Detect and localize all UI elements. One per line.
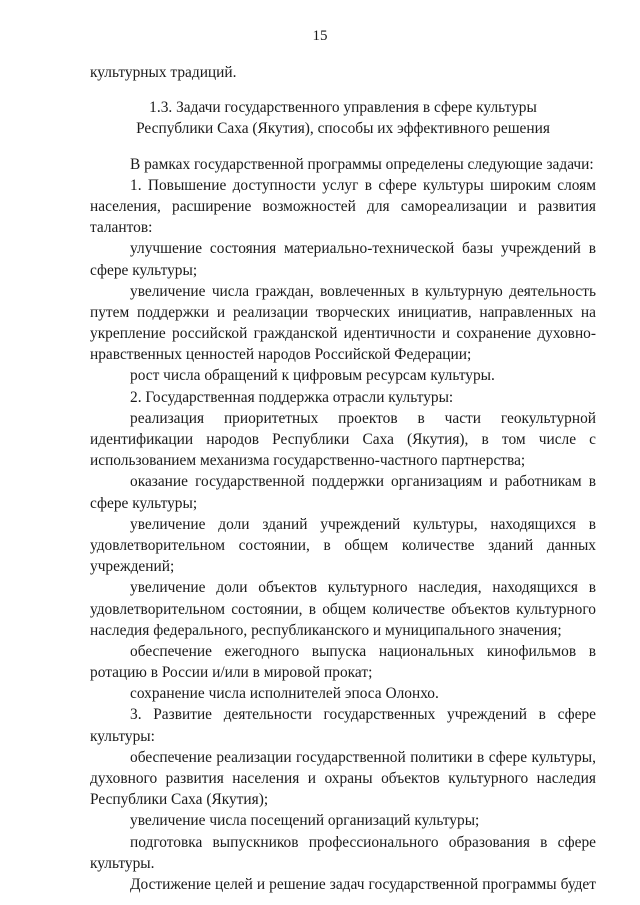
- text-line: духовного развития населения и охраны объектов культурного наследия: [90, 770, 596, 787]
- document-body: [90, 62, 596, 895]
- text-line: сфере культуры;: [90, 261, 198, 279]
- text-line: рост числа обращений к цифровым ресурсам культуры.: [130, 367, 495, 385]
- paragraph: [90, 747, 596, 811]
- paragraph: [90, 641, 596, 683]
- section-heading: [90, 97, 596, 139]
- paragraph: [90, 704, 596, 746]
- page-number: 15: [312, 28, 328, 44]
- text-line: обеспечение ежегодного выпуска национальных кинофильмов в: [130, 642, 596, 660]
- text-line: увеличение числа посещений организаций культуры;: [130, 812, 480, 830]
- text-line: культурных традиций.: [90, 64, 237, 81]
- paragraph: [90, 810, 596, 831]
- text-line: культуры:: [90, 727, 155, 745]
- text-line: ротацию в России и/или в мировой прокат;: [90, 664, 373, 682]
- paragraph: [90, 408, 596, 472]
- text-line: идентификации народов Республики Саха (Якутия), в том числе с: [90, 431, 596, 448]
- paragraph-list: [90, 154, 596, 896]
- paragraph: [90, 471, 596, 513]
- text-line: подготовка выпускников профессионального образования в сфере: [130, 833, 596, 851]
- paragraph: [90, 238, 596, 280]
- paragraph: [90, 387, 596, 408]
- paragraph: [90, 154, 596, 175]
- text-line: культуры.: [90, 854, 155, 872]
- text-line: удовлетворительном состоянии, в общем количестве объектов культурного: [90, 600, 596, 618]
- text-line: наследия федерального, республиканского и муниципального значения;: [90, 621, 562, 639]
- text-line: Республики Саха (Якутия);: [90, 791, 269, 809]
- text-line: Достижение целей и решение задач государственной программы будет: [130, 875, 596, 893]
- text-line: сохранение числа исполнителей эпоса Олонхо.: [130, 685, 439, 703]
- text-line: талантов:: [90, 219, 153, 237]
- text-line: 2. Государственная поддержка отрасли культуры:: [130, 388, 454, 406]
- text-line: увеличение доли зданий учреждений культуры, находящихся в: [130, 515, 596, 533]
- paragraph: [90, 514, 596, 578]
- text-line: 3. Развитие деятельности государственных учреждений в сфере: [130, 706, 596, 724]
- paragraph: [90, 874, 596, 895]
- text-line: путем поддержки и реализации творческих инициатив, направленных на: [90, 303, 596, 321]
- text-line: 1. Повышение доступности услуг в сфере культуры широким слоям: [130, 176, 596, 194]
- text-line: использованием механизма государственно-частного партнерства;: [90, 452, 526, 470]
- text-line: обеспечение реализации государственной политики в сфере культуры,: [130, 748, 596, 766]
- text-line: увеличение доли объектов культурного наследия, находящихся в: [130, 579, 596, 597]
- text-line: сфере культуры;: [90, 494, 198, 512]
- text-line: улучшение состояния материально-технической базы учреждений в: [130, 240, 596, 258]
- paragraph: [90, 832, 596, 874]
- paragraph: [90, 683, 596, 704]
- section-heading-line: 1.3. Задачи государственного управления в сфере культуры: [149, 99, 537, 117]
- text-line: нравственных ценностей народов Российской Федерации;: [90, 346, 472, 364]
- text-line: укрепление российской гражданской идентичности и сохранение духовно-: [90, 325, 596, 343]
- text-line: В рамках государственной программы определены следующие задачи:: [130, 155, 594, 173]
- text-line: оказание государственной поддержки организациям и работникам в: [130, 473, 596, 491]
- paragraph: [90, 365, 596, 386]
- text-line: удовлетворительном состоянии, в общем количестве зданий данных: [90, 536, 596, 554]
- paragraph: [90, 577, 596, 641]
- text-line: увеличение числа граждан, вовлеченных в культурную деятельность: [130, 282, 596, 300]
- section-heading-line: Республики Саха (Якутия), способы их эффективного решения: [136, 120, 550, 138]
- paragraph: [90, 281, 596, 366]
- text-line: учреждений;: [90, 558, 175, 576]
- paragraph: [90, 175, 596, 239]
- text-line: населения, расширение возможностей для самореализации и развития: [90, 197, 596, 215]
- text-line: реализация приоритетных проектов в части геокультурной: [130, 409, 596, 427]
